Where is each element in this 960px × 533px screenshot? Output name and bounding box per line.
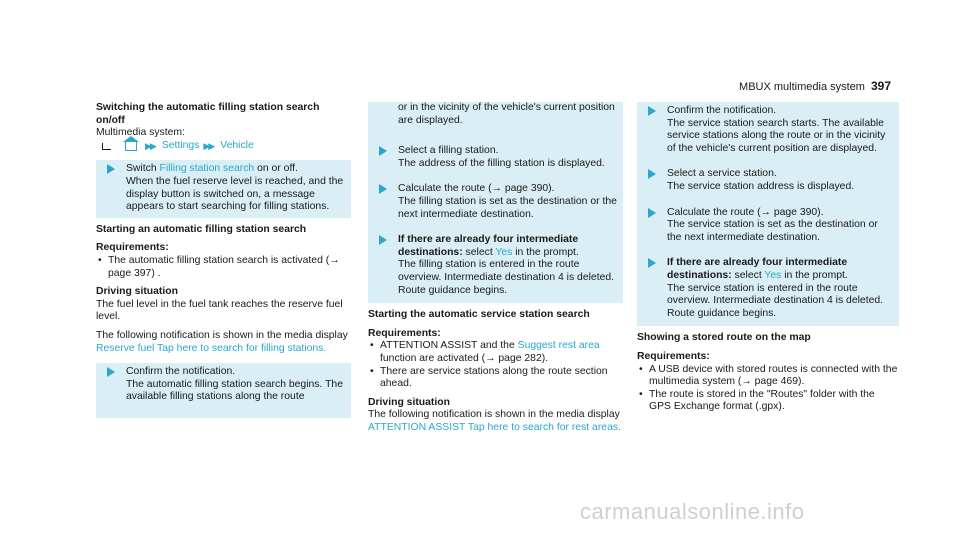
step-body: The service station address is displayed. [667, 180, 855, 192]
step-body: The service station is set as the destination or the next intermediate destination. [667, 219, 878, 243]
step-body: The filling station is set as the destination or the next intermediate destination. [398, 195, 617, 220]
step [637, 204, 899, 255]
step-arrow-icon [107, 367, 115, 377]
list-item-text: The route is stored in the "Routes" folder with the GPS Exchange format (.gpx). [649, 388, 875, 413]
step-arrow-icon [648, 258, 656, 268]
section-heading: Starting an automatic filling station search [96, 223, 307, 235]
step-text: select [462, 246, 496, 258]
step [637, 102, 899, 165]
step-text: Confirm the notification. [126, 366, 236, 378]
step-arrow-icon [379, 146, 387, 156]
yes-option[interactable]: Yes [495, 246, 513, 258]
step-text: in the prompt. [781, 269, 848, 281]
step-arrow-icon [379, 184, 387, 194]
bullet-icon: • [639, 388, 643, 400]
step-body: The automatic filling station search begins. The available filling stations along the route [126, 378, 343, 403]
list-item [368, 340, 623, 365]
suggest-rest-area-link[interactable]: Suggest rest area [517, 340, 600, 352]
step-text: select [731, 269, 765, 281]
paragraph-text: The following notification is shown in the media display [368, 409, 620, 421]
path-vehicle[interactable]: Vehicle [220, 139, 254, 151]
list-item-text: The automatic filling station search is activated (→ page 397) . [108, 254, 340, 279]
path-settings[interactable]: Settings [161, 139, 200, 151]
requirements-label: Requirements: [96, 242, 169, 254]
step-arrow-icon [648, 106, 656, 116]
double-chevron-icon: ▶▶ [203, 140, 214, 151]
step-continuation [368, 102, 623, 137]
step-body: or in the vicinity of the vehicle's current position are displayed. [398, 102, 615, 126]
driving-situation-label: Driving situation [368, 396, 450, 408]
list-item [96, 255, 351, 280]
list-item-text: function are activated (→ page 282). [380, 352, 549, 364]
bullet-icon: • [98, 254, 102, 266]
step-text: Calculate the route (→ page 390). [667, 206, 824, 218]
bullet-icon: • [370, 365, 374, 377]
step-text: Select a service station. [667, 168, 777, 180]
step-arrow-icon [648, 208, 656, 218]
reserve-fuel-notification[interactable]: Reserve fuel Tap here to search for filling stations. [96, 342, 327, 354]
step-text: in the prompt. [512, 246, 579, 258]
page-header [739, 79, 891, 93]
step [368, 137, 623, 180]
page-number: 397 [870, 79, 891, 93]
step-text: on or off. [254, 163, 298, 175]
step-text: Confirm the notification. [667, 105, 777, 116]
step-body: The address of the filling station is displayed. [398, 157, 605, 169]
filling-station-search-link[interactable]: Filling station search [159, 163, 255, 175]
bullet-icon: • [639, 363, 643, 375]
step-body: The service station is entered in the route overview. Intermediate destination 4 is deleted. Route guidance begins. [667, 282, 884, 319]
step-arrow-icon [107, 164, 115, 174]
attention-assist-notification[interactable]: ATTENTION ASSIST Tap here to search for rest areas. [368, 421, 621, 433]
double-chevron-icon: ▶▶ [145, 140, 155, 151]
step-bold-text: If there are already four intermediate destinations: [667, 257, 848, 281]
list-item [637, 389, 899, 414]
step-body: The filling station is entered in the route overview. Intermediate destination 4 is deleted. Route guidance begins. [398, 259, 615, 296]
list-item [637, 364, 899, 389]
step-bold-text: If there are already four intermediate destinations: [398, 234, 579, 258]
list-item-text: There are service stations along the route section ahead. [380, 365, 608, 390]
bullet-icon: • [370, 340, 374, 352]
step-body: When the fuel reserve level is reached, and the display button is switched on, a message appears to start searching for filling stations. [126, 175, 344, 213]
yes-option[interactable]: Yes [764, 269, 782, 281]
step [368, 180, 623, 231]
section-heading: Showing a stored route on the map [637, 332, 811, 344]
requirements-label: Requirements: [637, 350, 710, 362]
home-icon [125, 142, 137, 151]
paragraph [96, 330, 351, 355]
path-arrow-icon [102, 143, 111, 150]
header-title: MBUX multimedia system [739, 81, 865, 93]
requirements-label: Requirements: [368, 327, 441, 339]
list-item [368, 366, 623, 391]
column-2 [368, 102, 623, 434]
step-body: The service station search starts. The available service stations along the route or in the vicinity of the vehicle's current position are displayed. [667, 117, 886, 154]
menu-path [96, 140, 351, 153]
step-arrow-icon [648, 169, 656, 179]
step-text: Select a filling station. [398, 145, 499, 157]
column-3 [637, 102, 899, 414]
step-text: Switch [126, 163, 160, 175]
column-1 [96, 102, 351, 418]
section-heading: Starting the automatic service station search [368, 309, 590, 321]
paragraph [368, 409, 623, 434]
system-label: Multimedia system: [96, 127, 185, 139]
paragraph: The fuel level in the fuel tank reaches the reserve fuel level. [96, 298, 343, 323]
step-arrow-icon [379, 235, 387, 245]
paragraph-text: The following notification is shown in the media display [96, 329, 348, 341]
list-item-text: ATTENTION ASSIST and the [380, 340, 518, 352]
watermark: carmanualsonline.info [580, 499, 805, 524]
step [637, 254, 899, 326]
step [637, 165, 899, 203]
list-item-text: A USB device with stored routes is connected with the multimedia system (→ page 469). [649, 363, 898, 388]
step [96, 363, 351, 418]
section-heading: Switching the automatic filling station search on/off [96, 102, 320, 126]
step-text: Calculate the route (→ page 390). [398, 183, 555, 195]
step [368, 231, 623, 303]
driving-situation-label: Driving situation [96, 286, 178, 298]
step [96, 160, 351, 217]
